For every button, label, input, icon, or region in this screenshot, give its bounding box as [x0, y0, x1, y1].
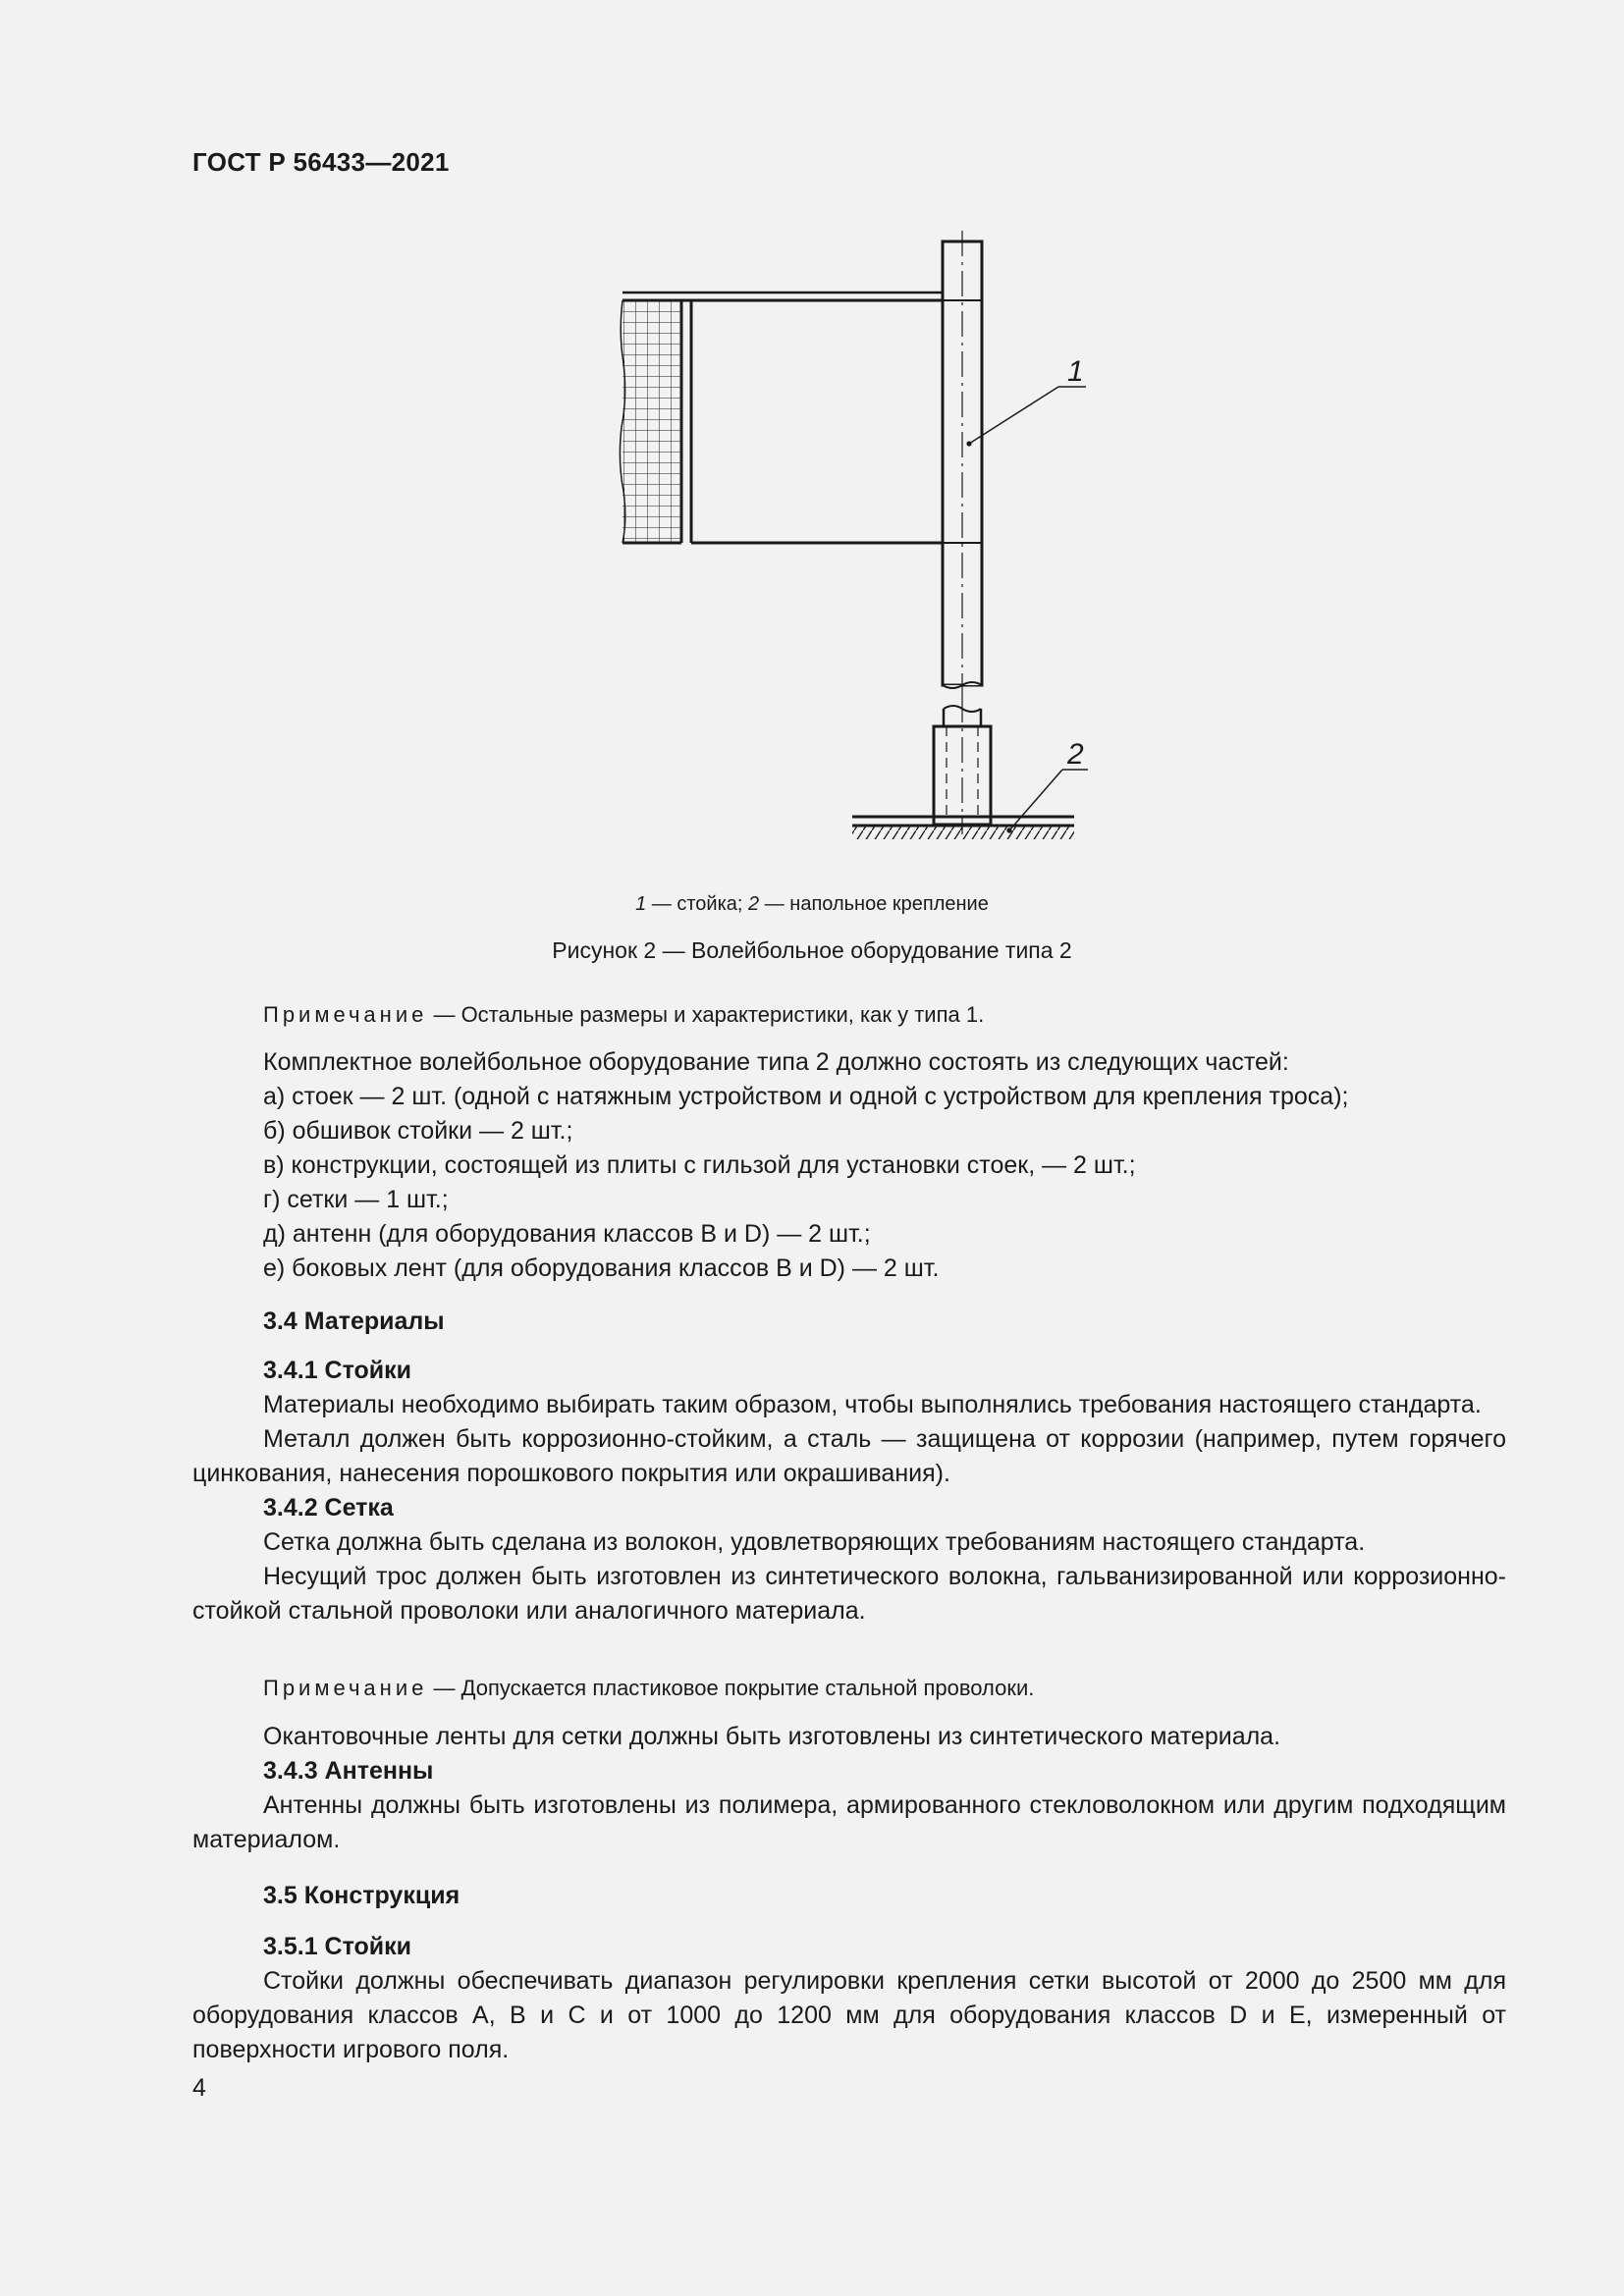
parts-intro: Комплектное волейбольное оборудование типа 2 должно состоять из следующих частей:	[263, 1048, 1289, 1076]
page-number: 4	[192, 2074, 206, 2102]
technical-drawing	[589, 226, 1100, 874]
list-item: г) сетки — 1 шт.;	[263, 1186, 449, 1213]
list-item: д) антенн (для оборудования классов B и D) — 2 шт.;	[263, 1220, 871, 1248]
legend-item-1-number: 1	[635, 893, 647, 915]
section-3-4-2-cont	[192, 1720, 1506, 1857]
list-item: б) обшивок стойки — 2 шт.;	[263, 1117, 573, 1145]
legend-item-2-text: — напольное крепление	[759, 893, 989, 915]
note-2	[192, 1671, 1506, 1705]
document-header: ГОСТ Р 56433—2021	[192, 147, 450, 177]
paragraph: Несущий трос должен быть изготовлен из синтетического волокна, гальванизированной или коррозионно-стойкой стальной проволоки или аналогичного материала.	[192, 1563, 1506, 1625]
legend-item-1-text: — стойка;	[646, 893, 749, 915]
callout-1-label: 1	[1067, 355, 1084, 388]
list-item: а) стоек — 2 шт. (одной с натяжным устройством и одной с устройством для крепления троса);	[263, 1083, 1349, 1110]
section-3-4-heading: 3.4 Материалы	[263, 1308, 445, 1335]
note-2-label: Примечание	[263, 1676, 428, 1700]
section-3-5-1-heading: 3.5.1 Стойки	[263, 1933, 412, 1960]
section-3-5-1	[192, 1930, 1506, 2067]
paragraph: Антенны должны быть изготовлены из полимера, армированного стекловолокном или другим подходящим материалом.	[192, 1791, 1506, 1853]
parts-list	[192, 1080, 1506, 1286]
callout-1	[966, 355, 1086, 447]
list-item: в) конструкции, состоящей из плиты с гильзой для установки стоек, — 2 шт.;	[263, 1151, 1136, 1179]
legend-item-2-number: 2	[748, 893, 760, 915]
equipment-parts	[192, 1045, 1506, 1286]
section-3-5-heading-block	[192, 1879, 1506, 1913]
paragraph: Металл должен быть коррозионно-стойким, а сталь — защищена от коррозии (например, путем горячего цинкования, нанесения порошкового покрытия или окрашивания).	[192, 1425, 1506, 1487]
net-panel	[620, 300, 691, 543]
figure-legend	[0, 893, 1624, 916]
callout-2-label: 2	[1067, 738, 1084, 771]
section-3-5-heading: 3.5 Конструкция	[263, 1882, 460, 1909]
paragraph: Окантовочные ленты для сетки должны быть изготовлены из синтетического материала.	[263, 1723, 1281, 1750]
section-3-4-heading-block	[192, 1305, 1506, 1339]
post	[943, 231, 982, 697]
section-3-4-1	[192, 1354, 1506, 1629]
paragraph: Сетка должна быть сделана из волокон, удовлетворяющих требованиям настоящего стандарта.	[263, 1528, 1366, 1556]
list-item: е) боковых лент (для оборудования классов B и D) — 2 шт.	[263, 1255, 940, 1282]
paragraph: Материалы необходимо выбирать таким образом, чтобы выполнялись требования настоящего стандарта.	[263, 1391, 1482, 1418]
section-3-4-2-heading: 3.4.2 Сетка	[263, 1494, 394, 1522]
note-2-text: — Допускается пластиковое покрытие стальной проволоки.	[427, 1676, 1035, 1700]
figure-volleyball-equipment-type-2	[589, 226, 1100, 874]
section-3-4-1-heading: 3.4.1 Стойки	[263, 1357, 412, 1384]
floor-mount	[852, 697, 1074, 839]
note-1-text: — Остальные размеры и характеристики, как у типа 1.	[427, 1002, 985, 1027]
figure-caption: Рисунок 2 — Волейбольное оборудование типа 2	[552, 937, 1072, 963]
section-3-4-3-heading: 3.4.3 Антенны	[263, 1757, 434, 1785]
callout-2	[1006, 738, 1088, 833]
note-1	[192, 997, 1506, 1032]
paragraph: Стойки должны обеспечивать диапазон регулировки крепления сетки высотой от 2000 до 2500 мм для оборудования классов А, В и С и от 1000 до 1200 мм для оборудования классов D и E, измеренный от поверхности игрового поля.	[192, 1967, 1506, 2063]
note-1-label: Примечание	[263, 1002, 428, 1027]
